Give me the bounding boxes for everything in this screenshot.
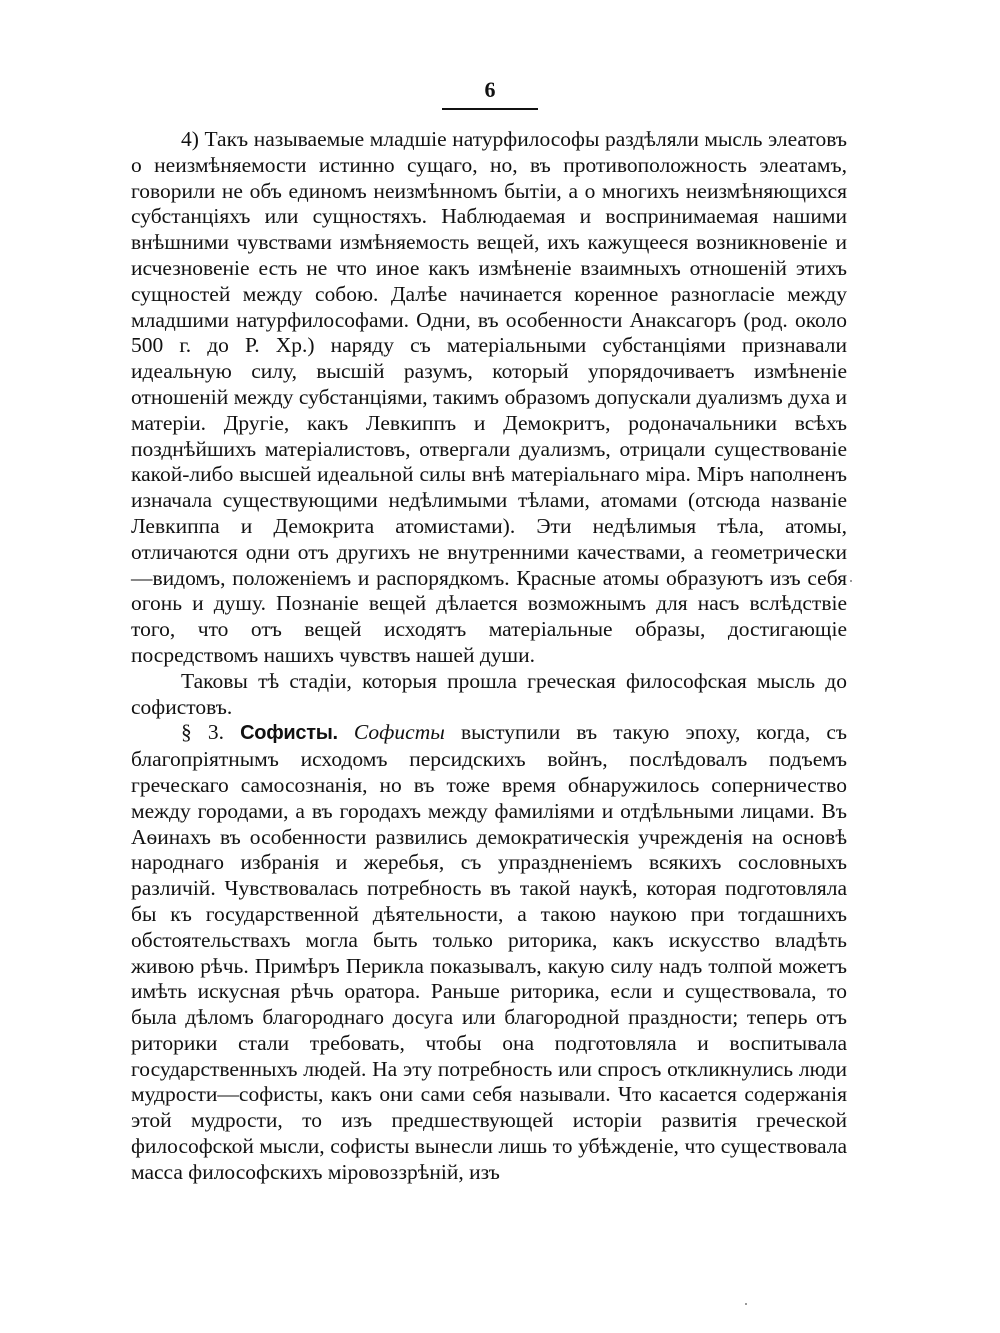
body-text bbox=[131, 127, 847, 1186]
section-heading: Софисты. bbox=[240, 722, 338, 745]
paragraph-sophists-body: выступили въ такую эпоху, когда, съ благопріятнымъ исходомъ персидскихъ войнъ, послѣдовалъ подъемъ греческаго самосознанія, но въ тоже время обнаружилось соперничество между городами, а въ городахъ между фамиліями и отдѣльными лицами. Въ Аѳинахъ въ особенности развились демократическія учрежденія на основѣ народнаго избранія и жеребья, съ упраздненіемъ всякихъ сословныхъ различій. Чувствовалась потребность въ такой наукѣ, которая подготовляла бы къ государственной дѣятельности, а такою наукою при тогдашнихъ обстоятельствахъ могла быть только риторика, какъ искусство владѣть живою рѣчь. Примѣръ Перикла показывалъ, какую силу надъ толпой можетъ имѣть искусная рѣчь оратора. Раньше риторика, если и существовала, то была дѣломъ благороднаго досуга или благородной праздности; теперь отъ риторики стали требовать, чтобы она подготовляла и воспитывала государственныхъ людей. На эту потребность или спросъ откликнулись люди мудрости—софисты, какъ они сами себя называли. Что касается содержанія этой мудрости, то изъ предшествующей исторіи развитія греческой философской мысли, софисты вынесли лишь то убѣжденіе, что существовала масса философскихъ міровоззрѣній, изъ bbox=[131, 720, 848, 1184]
italic-term: Софисты bbox=[353, 720, 445, 745]
paragraph-sophists bbox=[131, 720, 847, 1185]
print-speck bbox=[745, 1303, 747, 1305]
section-mark: § 3. bbox=[181, 720, 225, 745]
print-speck bbox=[850, 580, 852, 582]
paragraph-summary: Таковы тѣ стадіи, которыя прошла греческая философская мысль до софистовъ. bbox=[131, 668, 847, 719]
paragraph-natural-philosophers: 4) Такъ называемые младшіе натурфилософы раздѣляли мысль элеатовъ о неизмѣняемости истинно сущаго, но, въ противоположность элеатамъ, говорили не объ единомъ неизмѣнномъ бытіи, а о многихъ неизмѣняющихся субстанціяхъ или сущностяхъ. Наблюдаемая и воспринимаемая нашими внѣшними чувствами измѣняемость вещей, ихъ кажущееся возникновеніе и исчезновеніе есть не что иное какъ измѣненіе взаимныхъ отношеній этихъ сущностей между собою. Далѣе начинается коренное разногласіе между младшими натурфилософами. Одни, въ особенности Анаксагоръ (род. около 500 г. до Р. Хр.) наряду съ матеріальными субстанціями признавали идеальную силу, высшій разумъ, который упорядочиваетъ измѣненіе отношеній между субстанціями, такимъ образомъ допускали дуализмъ духа и матеріи. Другіе, какъ Левкиппъ и Демокритъ, родоначальники всѣхъ позднѣйшихъ матеріалистовъ, отвергали дуализмъ, отрицали существованіе какой-либо высшей идеальной силы внѣ матеріальнаго міра. Міръ наполненъ изначала существующими недѣлимыми тѣлами, атомами (отсюда названіе Левкиппа и Демокрита атомистами). Эти недѣлимыя тѣла, атомы, отличаются одни отъ другихъ не внутренними качествами, а геометрически—видомъ, положеніемъ и распорядкомъ. Красные атомы образуютъ изъ себя огонь и душу. Познаніе вещей дѣлается возможнымъ для насъ вслѣдствіе того, что отъ вещей исходятъ матеріальные образы, достигающіе посредствомъ нашихъ чувствъ нашей души. bbox=[131, 127, 847, 667]
page-number-rule bbox=[442, 108, 538, 110]
page-number: 6 bbox=[484, 77, 496, 102]
